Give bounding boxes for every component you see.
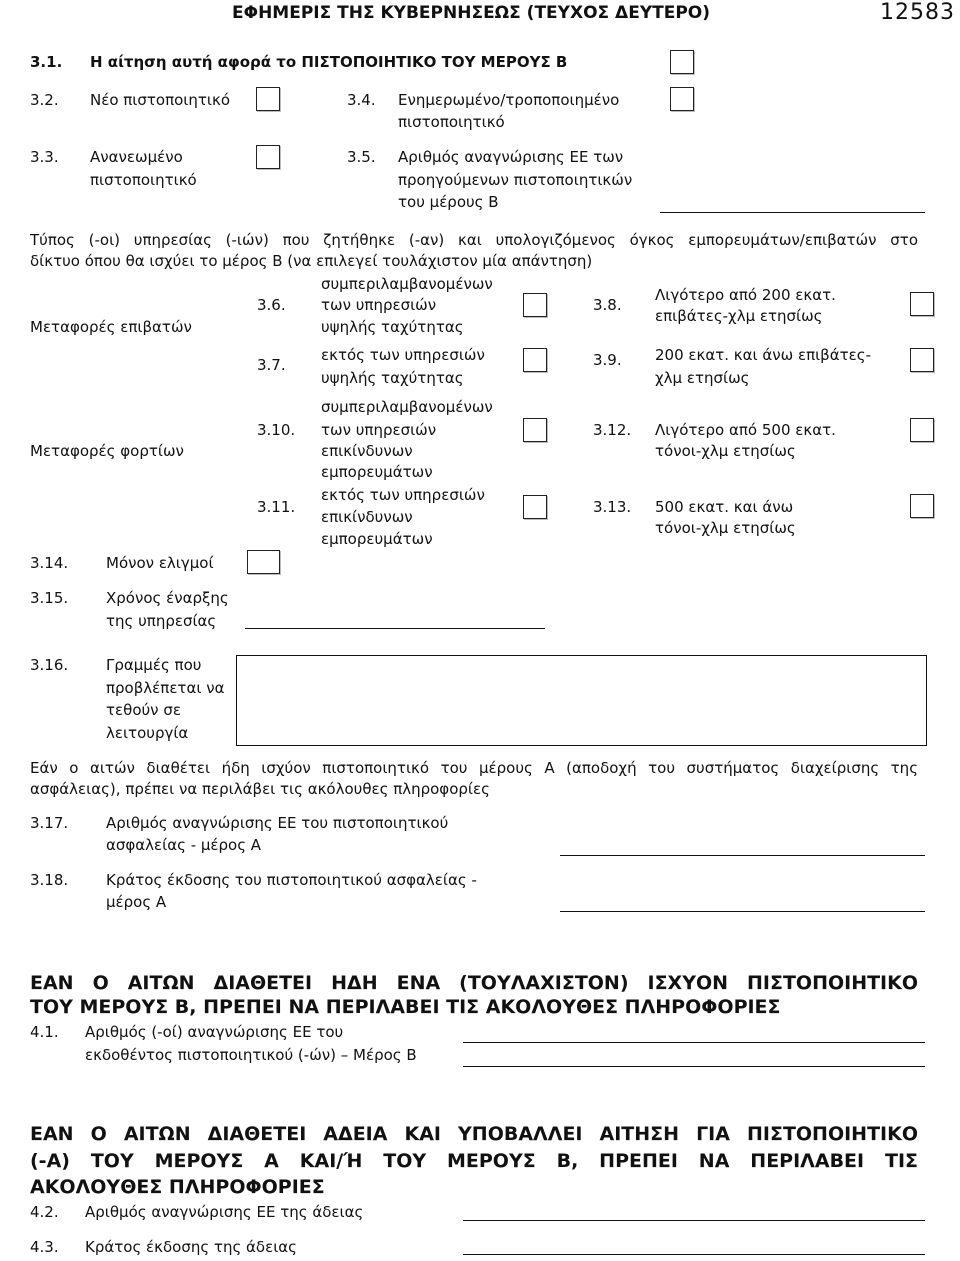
licence-issuing-state-label: Κράτος έκδοσης της άδειας xyxy=(85,1238,297,1256)
section-heading-part-b-holders: ΤΟΥ ΜΕΡΟΥΣ Β, ΠΡΕΠΕΙ ΝΑ ΠΕΡΙΛΑΒΕΙ ΤΙΣ ΑΚΟΛΟΥΘΕΣ ΠΛΗΡΟΦΟΡΙΕΣ xyxy=(30,996,781,1018)
section-heading-licence-holders: ΕΑΝ Ο ΑΙΤΩΝ ΔΙΑΘΕΤΕΙ ΑΔΕΙΑ ΚΑΙ ΥΠΟΒΑΛΛΕΙ ΑΙΤΗΣΗ ΓΙΑ ΠΙΣΤΟΠΟΙΗΤΙΚΟ xyxy=(30,1123,918,1145)
passenger-transport-label: Μεταφορές επιβατών xyxy=(30,318,192,336)
item-number-3-12: 3.12. xyxy=(593,421,632,439)
item-number-3-14: 3.14. xyxy=(30,554,69,572)
section-heading-licence-holders: (-Α) ΤΟΥ ΜΕΡΟΥΣ Α ΚΑΙ/Ή ΤΟΥ ΜΕΡΟΥΣ Β, ΠΡΕΠΕΙ ΝΑ ΠΕΡΙΛΑΒΕΙ ΤΙΣ xyxy=(30,1150,918,1172)
option-3-8-label: Λιγότερο από 200 εκατ. xyxy=(655,286,836,304)
planned-lines-label: Γραμμές που xyxy=(106,656,202,674)
service-start-field[interactable] xyxy=(245,628,545,629)
option-3-12-label: Λιγότερο από 500 εκατ. xyxy=(655,421,836,439)
option-3-7-label: υψηλής ταχύτητας xyxy=(321,369,464,387)
option-3-13-label: 500 εκατ. και άνω xyxy=(655,498,794,516)
part-a-certificate-number-field[interactable] xyxy=(560,855,925,856)
updated-certificate-label: Ενημερωμένο/τροποποιημένο xyxy=(398,91,620,109)
planned-lines-label: λειτουργία xyxy=(106,724,189,742)
item-number-4-1: 4.1. xyxy=(30,1023,59,1041)
licence-issuing-state-field[interactable] xyxy=(463,1254,925,1255)
item-number-3-7: 3.7. xyxy=(257,356,286,374)
previous-certificates-label: του μέρους Β xyxy=(398,193,499,211)
option-3-6-label: των υπηρεσιών xyxy=(321,296,437,314)
item-number-3-11: 3.11. xyxy=(257,498,296,516)
certificate-part-b-checkbox[interactable] xyxy=(670,50,694,74)
option-3-13-checkbox[interactable] xyxy=(910,494,934,518)
updated-certificate-label: πιστοποιητικό xyxy=(398,113,505,131)
licence-number-label: Αριθμός αναγνώρισης ΕΕ της άδειας xyxy=(85,1203,364,1221)
option-3-9-label: 200 εκατ. και άνω επιβάτες- xyxy=(655,346,871,364)
part-b-certificate-numbers-label: εκδοθέντος πιστοποιητικού (-ών) – Μέρος Β xyxy=(85,1046,417,1064)
option-3-6-label: συμπεριλαμβανομένων xyxy=(321,275,493,293)
item-number-3-4: 3.4. xyxy=(347,91,376,109)
item-number-3-18: 3.18. xyxy=(30,871,69,889)
item-number-3-13: 3.13. xyxy=(593,498,632,516)
option-3-8-checkbox[interactable] xyxy=(910,292,934,316)
previous-certificates-label: Αριθμός αναγνώρισης ΕΕ των xyxy=(398,148,624,166)
shunting-only-checkbox[interactable] xyxy=(247,550,280,574)
service-start-label: της υπηρεσίας xyxy=(106,612,217,630)
option-3-10-label: εμπορευμάτων xyxy=(321,463,433,481)
item-number-3-1: 3.1. xyxy=(30,53,63,71)
option-3-10-label: συμπεριλαμβανομένων xyxy=(321,398,493,416)
service-type-intro: Τύπος (-οι) υπηρεσίας (-ιών) που ζητήθηκε (-αν) και υπολογιζόμενος όγκος εμπορευμάτων/επιβατών στο xyxy=(30,231,918,249)
previous-certificates-number-field[interactable] xyxy=(660,212,925,213)
freight-transport-label: Μεταφορές φορτίων xyxy=(30,442,184,460)
part-a-intro: ασφάλειας), πρέπει να περιλάβει τις ακόλουθες πληροφορίες xyxy=(30,780,490,798)
gazette-header-title: ΕΦΗΜΕΡΙΣ ΤΗΣ ΚΥΒΕΡΝΗΣΕΩΣ (ΤΕΥΧΟΣ ΔΕΥΤΕΡΟ) xyxy=(232,3,711,23)
page-number: 12583 xyxy=(880,0,955,25)
service-type-intro: δίκτυο όπου θα ισχύει το μέρος Β (να επιλεγεί τουλάχιστον μία απάντηση) xyxy=(30,252,593,270)
option-3-12-checkbox[interactable] xyxy=(910,418,934,442)
item-number-3-9: 3.9. xyxy=(593,351,622,369)
part-b-certificate-numbers-label: Αριθμός (-οί) αναγνώρισης ΕΕ του xyxy=(85,1023,344,1041)
item-number-3-6: 3.6. xyxy=(257,296,286,314)
item-number-3-2: 3.2. xyxy=(30,91,59,109)
option-3-8-label: επιβάτες-χλμ ετησίως xyxy=(655,307,823,325)
option-3-10-label: των υπηρεσιών xyxy=(321,421,437,439)
option-3-10-label: επικίνδυνων xyxy=(321,442,413,460)
option-3-7-label: εκτός των υπηρεσιών xyxy=(321,346,485,364)
item-number-3-8: 3.8. xyxy=(593,296,622,314)
part-a-issuing-state-field[interactable] xyxy=(560,911,925,912)
option-3-9-checkbox[interactable] xyxy=(910,348,934,372)
option-3-6-checkbox[interactable] xyxy=(523,293,547,317)
option-3-11-label: επικίνδυνων xyxy=(321,508,413,526)
part-b-certificate-numbers-field[interactable] xyxy=(463,1066,925,1067)
licence-number-field[interactable] xyxy=(463,1220,925,1221)
option-3-9-label: χλμ ετησίως xyxy=(655,369,750,387)
planned-lines-textarea[interactable] xyxy=(236,655,927,746)
item-number-3-17: 3.17. xyxy=(30,814,69,832)
item-number-3-16: 3.16. xyxy=(30,656,69,674)
section-heading-part-b-holders: ΕΑΝ Ο ΑΙΤΩΝ ΔΙΑΘΕΤΕΙ ΗΔΗ ΕΝΑ (ΤΟΥΛΑΧΙΣΤΟΝ) ΙΣΧΥΟΝ ΠΙΣΤΟΠΟΙΗΤΙΚΟ xyxy=(30,972,918,994)
item-number-4-3: 4.3. xyxy=(30,1238,59,1256)
item-number-3-3: 3.3. xyxy=(30,148,59,166)
option-3-11-checkbox[interactable] xyxy=(523,495,547,519)
renewed-certificate-label: πιστοποιητικό xyxy=(90,171,197,189)
part-a-issuing-state-label: μέρος Α xyxy=(106,893,167,911)
item-number-3-15: 3.15. xyxy=(30,589,69,607)
option-3-6-label: υψηλής ταχύτητας xyxy=(321,318,464,336)
planned-lines-label: προβλέπεται να xyxy=(106,679,225,697)
part-a-certificate-number-label: ασφαλείας - μέρος Α xyxy=(106,836,262,854)
planned-lines-label: τεθούν σε xyxy=(106,701,181,719)
part-a-intro: Εάν ο αιτών διαθέτει ήδη ισχύον πιστοποιητικό του μέρους Α (αποδοχή του συστήματος διαχείρισης της xyxy=(30,759,918,777)
renewed-certificate-checkbox[interactable] xyxy=(256,145,280,169)
shunting-only-label: Μόνον ελιγμοί xyxy=(106,554,214,572)
part-b-certificate-numbers-field[interactable] xyxy=(463,1042,925,1043)
option-3-7-checkbox[interactable] xyxy=(523,348,547,372)
option-3-11-label: εμπορευμάτων xyxy=(321,530,433,548)
new-certificate-checkbox[interactable] xyxy=(256,87,280,111)
new-certificate-label: Νέο πιστοποιητικό xyxy=(90,91,231,109)
previous-certificates-label: προηγούμενων πιστοποιητικών xyxy=(398,171,633,189)
item-number-3-5: 3.5. xyxy=(347,148,376,166)
item-number-3-10: 3.10. xyxy=(257,421,296,439)
option-3-11-label: εκτός των υπηρεσιών xyxy=(321,486,485,504)
section-heading-licence-holders: ΑΚΟΛΟΥΘΕΣ ΠΛΗΡΟΦΟΡΙΕΣ xyxy=(30,1176,325,1198)
option-3-12-label: τόνοι-χλμ ετησίως xyxy=(655,442,796,460)
item-number-4-2: 4.2. xyxy=(30,1203,59,1221)
updated-certificate-checkbox[interactable] xyxy=(670,87,694,111)
part-a-issuing-state-label: Κράτος έκδοσης του πιστοποιητικού ασφαλείας - xyxy=(106,871,477,889)
renewed-certificate-label: Ανανεωμένο xyxy=(90,148,183,166)
option-3-13-label: τόνοι-χλμ ετησίως xyxy=(655,519,796,537)
option-3-10-checkbox[interactable] xyxy=(523,418,547,442)
service-start-label: Χρόνος έναρξης xyxy=(106,589,229,607)
certificate-part-b-label: Η αίτηση αυτή αφορά το ΠΙΣΤΟΠΟΙΗΤΙΚΟ ΤΟΥ ΜΕΡΟΥΣ Β xyxy=(90,53,568,71)
part-a-certificate-number-label: Αριθμός αναγνώρισης ΕΕ του πιστοποιητικού xyxy=(106,814,449,832)
